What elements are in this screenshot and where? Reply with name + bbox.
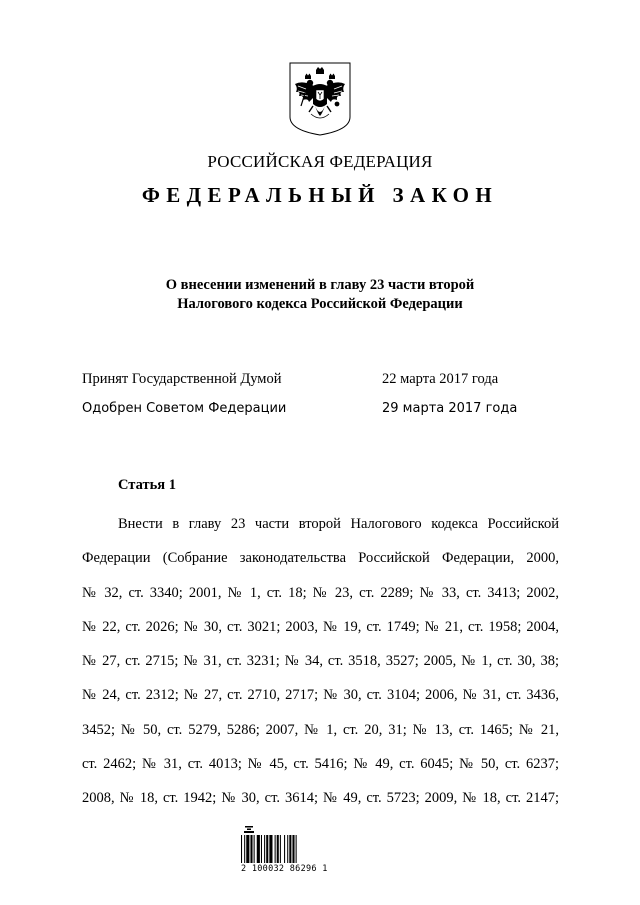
country-name: РОССИЙСКАЯ ФЕДЕРАЦИЯ [207, 152, 433, 171]
law-title-line-2: Налогового кодекса Российской Федерации [177, 296, 463, 312]
barcode-stripe [250, 835, 252, 863]
coat-of-arms-emblem [289, 62, 351, 136]
barcode-stripe [261, 835, 262, 863]
barcode-stripe [266, 835, 268, 863]
barcode-bars [241, 826, 325, 864]
body-line: № 22, ст. 2026; № 30, ст. 3021; 2003, № 19, ст. 1749; № 21, ст. 1958; 2004, [82, 618, 559, 635]
law-title [0, 276, 640, 314]
barcode-stripe [275, 835, 276, 863]
body-line: 3452; № 50, ст. 5279, 5286; 2007, № 1, ст. 20, 31; № 13, ст. 1465; № 21, [82, 721, 559, 738]
body-line: ст. 2462; № 31, ст. 4013; № 45, ст. 5416; № 49, ст. 6045; № 50, ст. 6237; [82, 756, 559, 773]
barcode-stripe [269, 835, 272, 863]
body-line: 2008, № 18, ст. 1942; № 30, ст. 3614; № 49, ст. 5723; 2009, № 18, ст. 2147; [82, 790, 559, 807]
document-type: ФЕДЕРАЛЬНЫЙ ЗАКОН [141, 183, 499, 207]
barcode-stripe [287, 835, 288, 863]
barcode-stripe [280, 835, 281, 863]
body-line: № 24, ст. 2312; № 27, ст. 2710, 2717; № 30, ст. 3104; 2006, № 31, ст. 3436, [82, 687, 559, 704]
barcode-stripe [289, 835, 291, 863]
barcode-number: 2 100032 86296 1 [241, 864, 328, 874]
body-line: Федерации (Собрание законодательства Российской Федерации, 2000, [82, 550, 559, 567]
duma-adoption-label: Принят Государственной Думой [82, 371, 282, 387]
body-line: № 27, ст. 2715; № 31, ст. 3231; № 34, ст. 3518, 3527; 2005, № 1, ст. 30, 38; [82, 653, 559, 670]
body-line: № 32, ст. 3340; 2001, № 1, ст. 18; № 23, ст. 2289; № 33, ст. 3413; 2002, [82, 584, 559, 601]
barcode-stripe [284, 835, 285, 863]
barcode-stripe [257, 835, 260, 863]
barcode-stripe [264, 835, 265, 863]
council-approval-date: 29 марта 2017 года [382, 401, 518, 416]
law-title-line-1: О внесении изменений в главу 23 части второй [165, 277, 475, 293]
article-body [82, 507, 559, 816]
document-barcode [241, 826, 328, 878]
barcode-stripe [246, 835, 249, 863]
barcode-stripe [292, 835, 294, 863]
barcode-stripe [277, 835, 279, 863]
barcode-stripe [254, 835, 255, 863]
duma-adoption-date: 22 марта 2017 года [382, 371, 499, 387]
barcode-stripe [244, 835, 245, 863]
body-line: Внести в главу 23 части второй Налогового кодекса Российской [118, 516, 559, 532]
barcode-stripe [296, 835, 297, 863]
article-heading: Статья 1 [118, 477, 176, 493]
council-approval-label: Одобрен Советом Федерации [82, 401, 287, 416]
barcode-stripe [241, 835, 242, 863]
